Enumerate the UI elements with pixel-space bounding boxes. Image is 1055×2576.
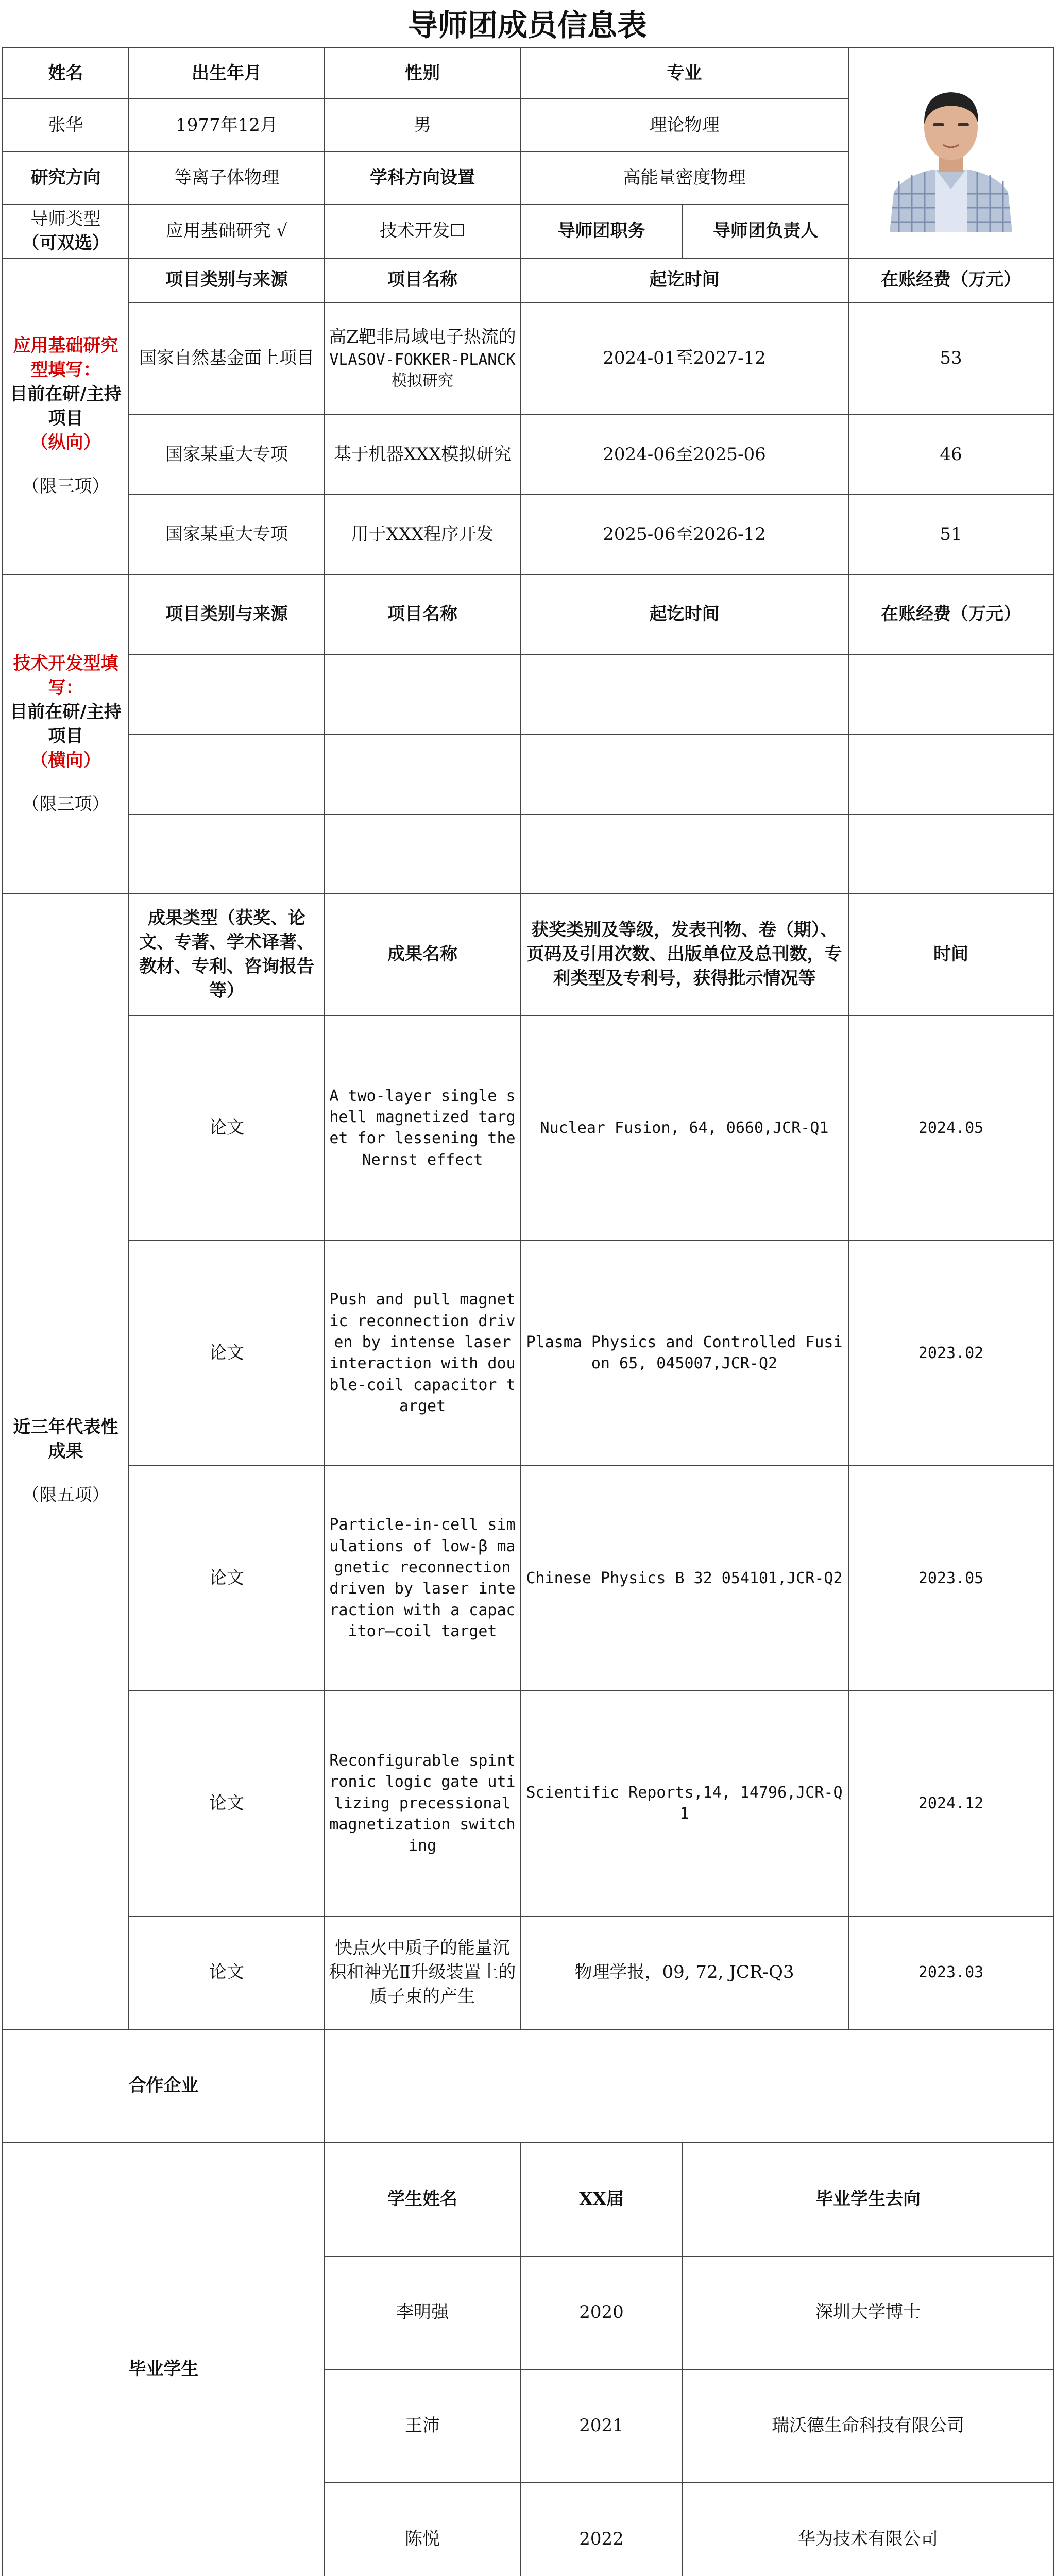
- discipline-header: 学科方向设置: [325, 151, 520, 205]
- research-header: 研究方向: [3, 151, 129, 205]
- achievement-5-detail: 物理学报，09, 72, JCR-Q3: [520, 1916, 848, 2029]
- type-header: [3, 205, 129, 258]
- tech-row-1-funds: [848, 654, 1053, 734]
- achievements-col-type: 成果类型（获奖、论文、专著、学术译著、教材、专利、咨询报告等）: [129, 894, 325, 1015]
- applied-col-period: 起讫时间: [520, 258, 848, 302]
- tech-label-direction: （横向）: [30, 750, 101, 771]
- name-header: 姓名: [3, 47, 129, 99]
- tech-row-1-name: [325, 654, 520, 734]
- tech-row-3-source: [129, 814, 325, 894]
- achievement-1-name: A two-layer single shell magnetized target for lessening the Nernst effect: [325, 1015, 520, 1241]
- applied-row-1-name-en: VLASOV-FOKKER-PLANCK模拟研究: [329, 350, 516, 391]
- achievement-2-type: 论文: [129, 1241, 325, 1466]
- achievement-3-name: Particle-in-cell simulations of low-β magnetic reconnection driven by laser interaction with a capacitor–coil target: [325, 1466, 520, 1691]
- applied-row-2-source: 国家某重大专项: [129, 415, 325, 495]
- tech-col-name: 项目名称: [325, 574, 520, 654]
- type-option-tech: 技术开发☐: [325, 205, 520, 258]
- applied-row-1-period: 2024-01至2027-12: [520, 302, 848, 415]
- graduate-3-year: 2022: [520, 2483, 683, 2576]
- graduate-2-dest: 瑞沃德生命科技有限公司: [683, 2369, 1053, 2483]
- tech-section-label: [3, 574, 129, 894]
- achievements-col-name: 成果名称: [325, 894, 520, 1015]
- birth-header: 出生年月: [129, 47, 325, 99]
- achievement-3-type: 论文: [129, 1466, 325, 1691]
- applied-label-projects: 目前在研/主持项目: [10, 383, 122, 429]
- member-photo: [848, 47, 1053, 258]
- achievement-3-detail: Chinese Physics B 32 054101,JCR-Q2: [520, 1466, 848, 1691]
- applied-row-1-funds: 53: [848, 302, 1053, 415]
- applied-row-3-period: 2025-06至2026-12: [520, 495, 848, 574]
- applied-row-1-name: [325, 302, 520, 415]
- type-option-applied: 应用基础研究 √: [129, 205, 325, 258]
- tech-label-limit: （限三项）: [22, 793, 110, 815]
- applied-row-3-source: 国家某重大专项: [129, 495, 325, 574]
- role-value: 导师团负责人: [683, 205, 848, 258]
- achievement-1-detail: Nuclear Fusion, 64, 0660,JCR-Q1: [520, 1015, 848, 1241]
- discipline-value: 高能量密度物理: [520, 151, 848, 205]
- type-header-note: （可双选）: [22, 232, 110, 253]
- tech-row-2-funds: [848, 734, 1053, 814]
- applied-col-source: 项目类别与来源: [129, 258, 325, 302]
- tech-row-2-source: [129, 734, 325, 814]
- info-table: [2, 47, 1053, 2576]
- achievement-2-name: Push and pull magnetic reconnection driven by intense laser interaction with double-coil capacitor target: [325, 1241, 520, 1466]
- achievement-4-detail: Scientific Reports,14, 14796,JCR-Q1: [520, 1691, 848, 1916]
- tech-col-period: 起讫时间: [520, 574, 848, 654]
- tech-row-3-period: [520, 814, 848, 894]
- achievement-4-name: Reconfigurable spintronic logic gate utilizing precessional magnetization switching: [325, 1691, 520, 1916]
- major-header: 专业: [520, 47, 848, 99]
- graduates-label: 毕业学生: [3, 2143, 325, 2576]
- tech-row-3-name: [325, 814, 520, 894]
- applied-row-1-source: 国家自然基金面上项目: [129, 302, 325, 415]
- applied-section-label: [3, 258, 129, 574]
- graduate-3-dest: 华为技术有限公司: [683, 2483, 1053, 2576]
- applied-row-1-name-cn: 高Z靶非局域电子热流的: [329, 326, 516, 347]
- achievement-1-type: 论文: [129, 1015, 325, 1241]
- member-birth: 1977年12月: [129, 99, 325, 151]
- applied-label-direction: （纵向）: [30, 432, 101, 453]
- tech-row-1-period: [520, 654, 848, 734]
- achievement-4-time: 2024.12: [848, 1691, 1053, 1916]
- type-header-label: 导师类型: [30, 209, 101, 229]
- achievement-5-name: 快点火中质子的能量沉积和神光Ⅱ升级装置上的质子束的产生: [325, 1916, 520, 2029]
- applied-row-3-funds: 51: [848, 495, 1053, 574]
- tech-col-source: 项目类别与来源: [129, 574, 325, 654]
- applied-col-name: 项目名称: [325, 258, 520, 302]
- portrait-image: [883, 73, 1018, 232]
- graduate-2-name: 王沛: [325, 2369, 520, 2483]
- graduate-1-year: 2020: [520, 2256, 683, 2369]
- research-value: 等离子体物理: [129, 151, 325, 205]
- graduates-col-year: XX届: [520, 2143, 683, 2256]
- page-title: 导师团成员信息表: [407, 8, 647, 43]
- applied-row-2-funds: 46: [848, 415, 1053, 495]
- applied-row-2-name: 基于机器XXX模拟研究: [325, 415, 520, 495]
- cooperation-value: [325, 2029, 1053, 2143]
- gender-header: 性别: [325, 47, 520, 99]
- tech-row-2-period: [520, 734, 848, 814]
- achievement-3-time: 2023.05: [848, 1466, 1053, 1691]
- achievements-label: 近三年代表性成果: [13, 1417, 118, 1462]
- achievements-col-detail: 获奖类别及等级，发表刊物、卷（期）、页码及引用次数、出版单位及总刊数，专利类型及专利号，获得批示情况等: [520, 894, 848, 1015]
- applied-col-funds: 在账经费（万元）: [848, 258, 1053, 302]
- member-major: 理论物理: [520, 99, 848, 151]
- graduate-3-name: 陈悦: [325, 2483, 520, 2576]
- tech-row-3-funds: [848, 814, 1053, 894]
- achievement-2-time: 2023.02: [848, 1241, 1053, 1466]
- achievements-limit: （限五项）: [22, 1485, 110, 1506]
- tech-label-projects: 目前在研/主持项目: [10, 701, 122, 747]
- graduates-col-dest: 毕业学生去向: [683, 2143, 1053, 2256]
- achievement-5-time: 2023.03: [848, 1916, 1053, 2029]
- tech-label-type: 技术开发型填写：: [13, 653, 118, 698]
- cooperation-label: 合作企业: [3, 2029, 325, 2143]
- tech-row-1-source: [129, 654, 325, 734]
- role-header: 导师团职务: [520, 205, 683, 258]
- achievement-4-type: 论文: [129, 1691, 325, 1916]
- tech-row-2-name: [325, 734, 520, 814]
- applied-label-type: 应用基础研究型填写：: [13, 335, 118, 380]
- achievements-section-label: [3, 894, 129, 2029]
- applied-row-3-name: 用于XXX程序开发: [325, 495, 520, 574]
- graduate-1-dest: 深圳大学博士: [683, 2256, 1053, 2369]
- achievement-5-type: 论文: [129, 1916, 325, 2029]
- achievement-1-time: 2024.05: [848, 1015, 1053, 1241]
- achievements-col-time: 时间: [848, 894, 1053, 1015]
- member-name: 张华: [3, 99, 129, 151]
- applied-row-2-period: 2024-06至2025-06: [520, 415, 848, 495]
- applied-label-limit: （限三项）: [22, 476, 110, 497]
- achievement-2-detail: Plasma Physics and Controlled Fusion 65, 045007,JCR-Q2: [520, 1241, 848, 1466]
- tech-col-funds: 在账经费（万元）: [848, 574, 1053, 654]
- member-gender: 男: [325, 99, 520, 151]
- graduate-2-year: 2021: [520, 2369, 683, 2483]
- graduates-col-name: 学生姓名: [325, 2143, 520, 2256]
- graduate-1-name: 李明强: [325, 2256, 520, 2369]
